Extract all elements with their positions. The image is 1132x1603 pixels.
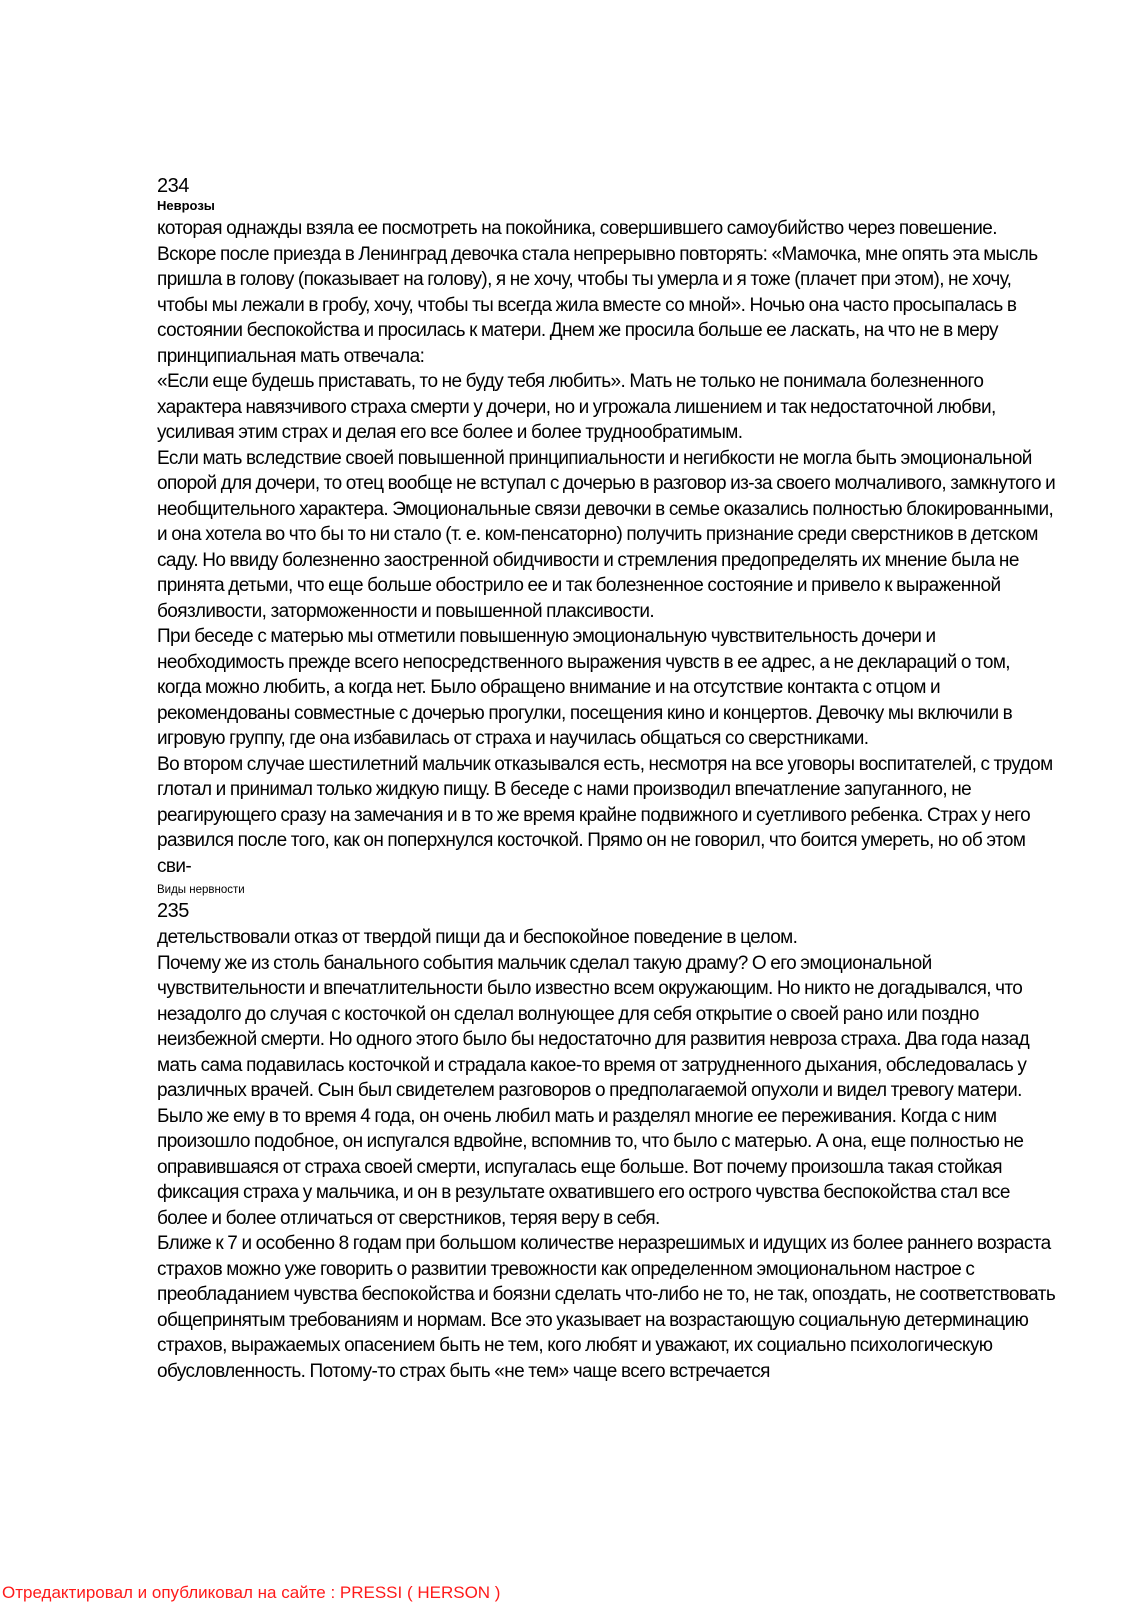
paragraph: Если мать вследствие своей повышенной принципиальности и негибкости не могла быть эмоциональной опорой для дочери, то отец вообще не вступал с дочерью в разговор из-за своего молчаливого, замкнутого и необщительного характера. Эмоциональные связи девочки в семье оказались полностью блокированными, и она хотела во что бы то ни стало (т. е. ком-пенсаторно) получить признание среди сверстников в детском саду. Но ввиду болезненно заостренной обидчивости и стремления предопределять их мнение была не принята детьми, что еще больше обострило ее и так болезненное состояние и привело к выраженной боязливости, заторможенности и повышенной плаксивости.: [157, 447, 1056, 622]
page-number-2: 235: [157, 900, 189, 922]
paragraph: Ближе к 7 и особенно 8 годам при большом количестве неразрешимых и идущих из более раннего возраста страхов можно уже говорить о развитии тревожности как определенном эмоциональном настрое с преобладанием чувства беспокойства и боязни сделать что-либо не то, не так, опоздать, не соответствовать общепринятым требованиям и нормам. Все это указывает на возрастающую социальную детерминацию страхов, выражаемых опасением быть не тем, кого любят и уважают, их социально психологическую обусловленность. Потому-то страх быть «не тем» чаще всего встречается: [157, 1233, 1056, 1382]
page-number: 234: [157, 175, 189, 197]
running-head-section: Виды нервности: [157, 884, 245, 896]
paragraph: детельствовали отказ от твердой пищи да и беспокойное поведение в целом.: [157, 927, 798, 948]
document-page: [157, 175, 1057, 1384]
footer-credit: Отредактировал и опубликовал на сайте : PRESSI ( HERSON ): [2, 1583, 501, 1602]
paragraph: Почему же из столь банального события мальчик сделал такую драму? О его эмоциональной чувствительности и впечатлительности было известно всем окружающим. Но никто не догадывался, что незадолго до случая с косточкой он сделал волнующее для себя открытие о своей рано или поздно неизбежной смерти. Но одного этого было бы недостаточно для развития невроза страха. Два года назад мать сама подавилась косточкой и страдала какое-то время от затрудненного дыхания, обследовалась у различных врачей. Сын был свидетелем разговоров о предполагаемой опухоли и видел тревогу матери. Было же ему в то время 4 года, он очень любил мать и разделял многие ее переживания. Когда с ним произошло подобное, он испугался вдвойне, вспомнив то, что было с матерью. А она, еще полностью не оправившаяся от страха своей смерти, испугалась еще больше. Вот почему произошла такая стойкая фиксация страха у мальчика, и он в результате охватившего его острого чувства беспокойства стал все более и более отличаться от сверстников, теряя веру в себя.: [157, 952, 1030, 1229]
paragraph: «Если еще будешь приставать, то не буду тебя любить». Мать не только не понимала болезненного характера навязчивого страха смерти у дочери, но и угрожала лишением и так недостаточной любви, усиливая этим страх и делая его все более и более труднообратимым.: [157, 371, 996, 443]
paragraph: При беседе с матерью мы отметили повышенную эмоциональную чувствительность дочери и необходимость прежде всего непосредственного выражения чувств в ее адрес, а не деклараций о том, когда можно любить, а когда нет. Было обращено внимание и на отсутствие контакта с отцом и рекомендованы совместные с дочерью прогулки, посещения кино и концертов. Девочку мы включили в игровую группу, где она избавилась от страха и научилась общаться со сверстниками.: [157, 626, 1013, 749]
paragraph: Во втором случае шестилетний мальчик отказывался есть, несмотря на все уговоры воспитателей, с трудом глотал и принимал только жидкую пищу. В беседе с нами производил впечатление запуганного, не реагирующего сразу на замечания и в то же время крайне подвижного и суетливого ребенка. Страх у него развился после того, как он поперхнулся косточкой. Прямо он не говорил, что боится умереть, но об этом сви-: [157, 753, 1053, 877]
running-head: Неврозы: [157, 198, 215, 213]
paragraph: которая однажды взяла ее посмотреть на покойника, совершившего самоубийство через повешение. Вскоре после приезда в Ленинград девочка стала непрерывно повторять: «Мамочка, мне опять эта мысль пришла в голову (показывает на голову), я не хочу, чтобы ты умерла и я тоже (плачет при этом), не хочу, чтобы мы лежали в гробу, хочу, чтобы ты всегда жила вместе со мной». Ночью она часто просыпалась в состоянии беспокойства и просилась к матери. Днем же просила больше ее ласкать, на что не в меру принципиальная мать отвечала:: [157, 218, 1038, 367]
